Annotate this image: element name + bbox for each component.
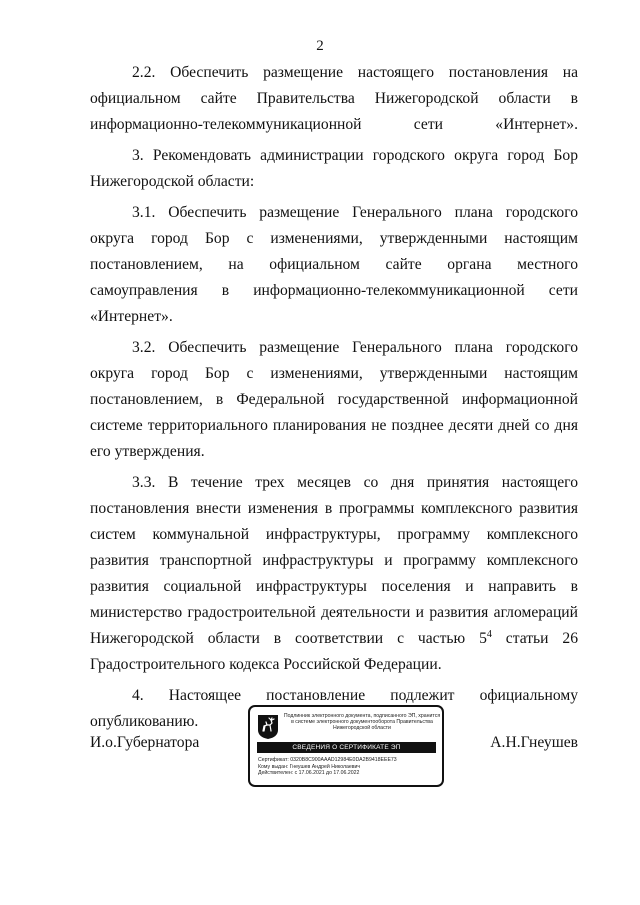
stamp-validity: Действителен: с 17.06.2021 до 17.06.2022 bbox=[258, 770, 360, 777]
stamp-title-bar: СВЕДЕНИЯ О СЕРТИФИКАТЕ ЭП bbox=[257, 742, 436, 753]
page-number: 2 bbox=[316, 38, 324, 54]
paragraph-3-3-text: 3.3. В течение трех месяцев со дня принятия настоящего постановления внести изменения в программы комплексного развития систем коммунальной инфраструктуры, программу комплексного развития транспортной инфраструктуры и программу комплексного развития социальной инфраструктуры поселения и направить в министерство градостроительной деятельности и развития агломераций Нижегородской области в соответствии с частью 5 bbox=[90, 474, 578, 647]
paragraph-3-1: 3.1. Обеспечить размещение Генерального плана городского округа город Бор с изменениями, утвержденными настоящим постановлением, на официальном сайте органа местного самоуправления в информационно-телекоммуникационной сети «Интернет». bbox=[90, 204, 578, 325]
paragraph-3-3-superscript: 4 bbox=[486, 628, 492, 640]
stamp-certificate: Сертификат: 0320B8C900AAAD12984E0DA2B9418EEE73 bbox=[258, 757, 397, 763]
stamp-issued-to: Кому выдан: Гнеушев Андрей Николаевич bbox=[258, 763, 361, 770]
paragraph-3-2: 3.2. Обеспечить размещение Генерального плана городского округа город Бор с изменениями, утвержденными настоящим постановлением, в Федеральной государственной информационной системе территориального планирования не позднее десяти дней со дня его утверждения. bbox=[90, 339, 578, 460]
signatory-name: А.Н.Гнеушев bbox=[490, 734, 578, 751]
paragraph-4: 4. Настоящее постановление подлежит официальному опубликованию. bbox=[90, 687, 578, 730]
deer-emblem-icon bbox=[257, 714, 279, 740]
stamp-header: Подлинник электронного документа, подписанного ЭП, хранится в системе электронного документооборота Правительства Нижегородской области bbox=[283, 713, 441, 732]
paragraph-3-3 bbox=[90, 470, 578, 678]
paragraph-3: 3. Рекомендовать администрации городского округа город Бор Нижегородской области: bbox=[90, 147, 578, 190]
document-body bbox=[90, 60, 578, 740]
signatory-position: И.о.Губернатора bbox=[90, 734, 200, 751]
electronic-signature-stamp bbox=[248, 705, 444, 787]
paragraph-3-3-text-end: статьи 26 Градостроительного кодекса Российской Федерации. bbox=[90, 630, 579, 673]
paragraph-2-2: 2.2. Обеспечить размещение настоящего постановления на официальном сайте Правительства Нижегородской области в информационно-телекоммуникационной сети «Интернет». bbox=[90, 64, 578, 133]
stamp-details bbox=[258, 757, 438, 777]
